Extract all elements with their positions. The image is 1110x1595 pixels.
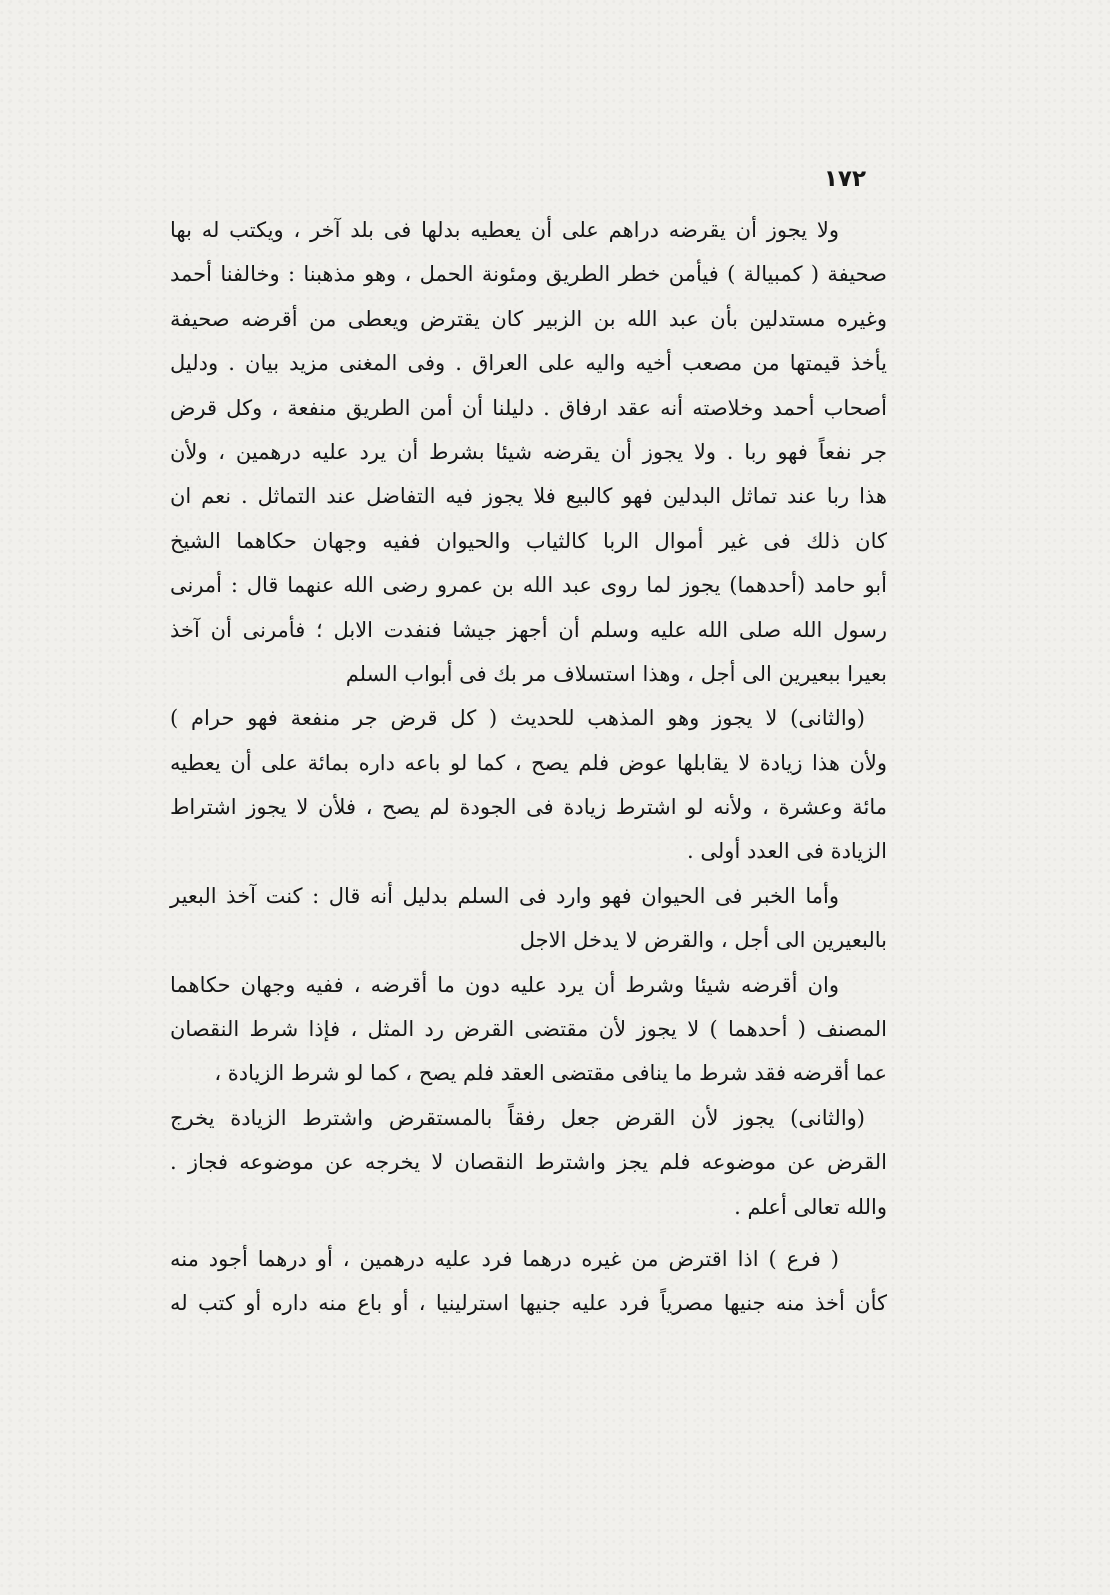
text-line: والله تعالى أعلم .	[734, 1194, 887, 1219]
text-line: جر نفعاً فهو ربا . ولا يجوز أن يقرضه شيئا بشرط أن يرد عليه درهمين ، ولأن	[170, 439, 887, 464]
text-line: ولا يجوز أن يقرضه دراهم على أن يعطيه بدلها فى بلد آخر ، ويكتب له بها	[170, 218, 839, 242]
text-line: المصنف ( أحدهما ) لا يجوز لأن مقتضى القرض رد المثل ، فإذا شرط النقصان	[170, 1017, 887, 1042]
text-line: وغيره مستدلين بأن عبد الله بن الزبير كان يقترض ويعطى من أقرضه صحيفة	[170, 306, 887, 331]
text-line: صحيفة ( كمبيالة ) فيأمن خطر الطريق ومئونة الحمل ، وهو مذهبنا : وخالفنا أحمد	[170, 262, 887, 287]
text-line: وأما الخبر فى الحيوان فهو وارد فى السلم بدليل أنه قال : كنت آخذ البعير	[170, 883, 839, 908]
text-line: يأخذ قيمتها من مصعب أخيه واليه على العراق . وفى المغنى مزيد بيان . ودليل	[170, 351, 887, 376]
text-line: ( فرع ) اذا اقترض من غيره درهما فرد عليه درهمين ، أو درهما أجود منه	[170, 1246, 839, 1271]
text-line: كان ذلك فى غير أموال الربا كالثياب والحيوان ففيه وجهان حكاهما الشيخ	[170, 528, 887, 553]
text-line: هذا ربا عند تماثل البدلين فهو كالبيع فلا يجوز فيه التفاضل عند التماثل . نعم ان	[170, 484, 887, 509]
text-line: بعيرا ببعيرين الى أجل ، وهذا استسلاف مر بك فى أبواب السلم	[345, 661, 887, 686]
text-line: الزيادة فى العدد أولى .	[687, 839, 887, 864]
text-line: عما أقرضه فقد شرط ما ينافى مقتضى العقد فلم يصح ، كما لو شرط الزيادة ،	[214, 1061, 887, 1086]
text-line: بالبعيرين الى أجل ، والقرض لا يدخل الاجل	[519, 928, 887, 953]
text-line: وان أقرضه شيئا وشرط أن يرد عليه دون ما أقرضه ، ففيه وجهان حكاهما	[170, 972, 839, 997]
text-line: ولأن هذا زيادة لا يقابلها عوض فلم يصح ، كما لو باعه داره بمائة على أن يعطيه	[170, 750, 887, 775]
text-line: مائة وعشرة ، ولأنه لو اشترط زيادة فى الجودة لم يصح ، فلأن لا يجوز اشتراط	[170, 795, 887, 820]
text-line: رسول الله صلى الله عليه وسلم أن أجهز جيشا فنفدت الابل ؛ فأمرنى أن آخذ	[170, 617, 887, 642]
text-line: أبو حامد (أحدهما) يجوز لما روى عبد الله بن عمرو رضى الله عنهما قال : أمرنى	[170, 573, 887, 598]
page-number: ١٧٢	[823, 166, 866, 192]
text-line: (والثانى) لا يجوز وهو المذهب للحديث ( كل قرض جر منفعة فهو حرام )	[170, 706, 865, 731]
text-line: (والثانى) يجوز لأن القرض جعل رفقاً بالمستقرض واشترط الزيادة يخرج	[170, 1105, 865, 1130]
text-line: القرض عن موضوعه فلم يجز واشترط النقصان لا يخرجه عن موضوعه فجاز .	[170, 1150, 887, 1175]
paragraph-gap	[170, 1229, 887, 1237]
body-text	[170, 208, 887, 1326]
text-line: أصحاب أحمد وخلاصته أنه عقد ارفاق . دليلنا أن أمن الطريق منفعة ، وكل قرض	[170, 395, 887, 420]
text-line: كأن أخذ منه جنيها مصرياً فرد عليه جنيها استرلينيا ، أو باع منه داره أو كتب له	[170, 1291, 887, 1316]
